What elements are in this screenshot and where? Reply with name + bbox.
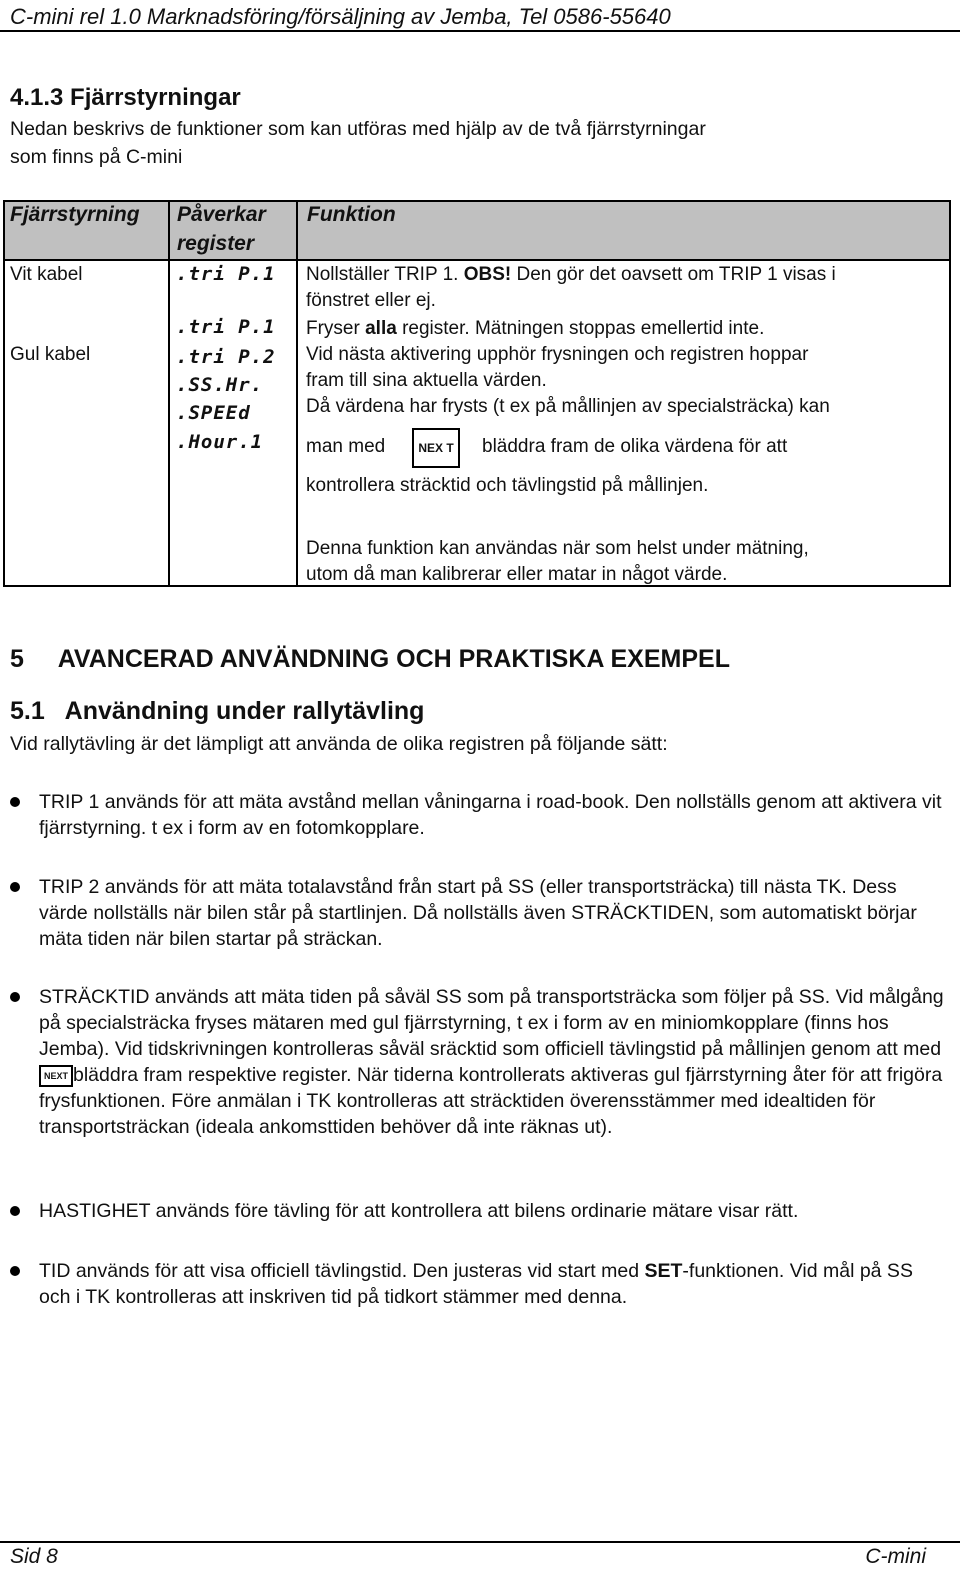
row-yellow-function-line-4: Då värdena har frysts (t ex på mållinjen av specialsträcka) kan: [306, 396, 830, 417]
row-white-remote: Vit kabel: [10, 264, 83, 285]
row-white-function-line-2: fönstret eller ej.: [306, 290, 436, 311]
next-key-icon: NEX T: [412, 428, 460, 468]
row-white-register: .tri P.1: [176, 263, 276, 285]
bullet-dot-icon: [10, 882, 20, 892]
row-yellow-remote: Gul kabel: [10, 344, 91, 365]
section-intro-line-2: som finns på C-mini: [10, 146, 183, 168]
page-number: Sid 8: [10, 1545, 58, 1568]
table-header-register-2: register: [177, 232, 255, 255]
bullet-dot-icon: [10, 797, 20, 807]
row-yellow-function-line-7: Denna funktion kan användas när som helst under mätning,: [306, 538, 809, 559]
row-yellow-function-line-2: Vid nästa aktivering upphör frysningen och registren hoppar: [306, 344, 809, 365]
table-header-remote: Fjärrstyrning: [10, 203, 140, 226]
section-5-1-intro: Vid rallytävling är det lämpligt att använda de olika registren på följande sätt:: [10, 733, 668, 755]
row-yellow-register-2: .tri P.2: [176, 346, 276, 368]
row-yellow-register-3: .SS.Hr.: [176, 374, 264, 396]
table-header-register-1: Påverkar: [177, 203, 266, 226]
next-key-icon: NEXT: [39, 1065, 73, 1087]
header-divider: [0, 30, 960, 32]
page-header: C-mini rel 1.0 Marknadsföring/försäljning av Jemba, Tel 0586-55640: [10, 4, 671, 29]
row-yellow-register-5: .Hour.1: [176, 431, 264, 453]
bullet-dot-icon: [10, 1206, 20, 1216]
section-intro-line-1: Nedan beskrivs de funktioner som kan utföras med hjälp av de två fjärrstyrningar: [10, 118, 706, 140]
row-yellow-function-line-5b: bläddra fram de olika värdena för att: [482, 436, 788, 457]
table-header-divider: [3, 259, 951, 261]
row-yellow-function-line-3: fram till sina aktuella värden.: [306, 370, 547, 391]
bullet-tid: TID används för att visa officiell tävlingstid. Den justeras vid start med SET-funktionen. Vid mål på SS och i TK kontrolleras att inskriven tid på tidkort stämmer med denna.: [39, 1260, 913, 1308]
bullet-hastighet: HASTIGHET används före tävling för att kontrollera att bilens ordinarie mätare visar rätt.: [39, 1200, 799, 1222]
row-yellow-function-line-8: utom då man kalibrerar eller matar in något värde.: [306, 564, 728, 585]
footer-divider: [0, 1541, 960, 1543]
bullet-trip2: TRIP 2 används för att mäta totalavstånd från start på SS (eller transportsträcka) till nästa TK. Dess värde nollställs när bilen står på startlinjen. Då nollställs även STRÄCKTIDEN, som automatiskt börjar mäta tiden när bilen startar på sträckan.: [39, 876, 917, 950]
footer-product-name: C-mini: [865, 1545, 926, 1568]
row-yellow-function-line-5a: man med: [306, 436, 386, 457]
row-yellow-function-line-6: kontrollera sträcktid och tävlingstid på mållinjen.: [306, 475, 709, 496]
bullet-dot-icon: [10, 1266, 20, 1276]
row-yellow-register-4: .SPEEd: [176, 402, 251, 424]
row-yellow-function-line-1: Fryser alla register. Mätningen stoppas emellertid inte.: [306, 318, 765, 339]
bullet-trip1: TRIP 1 används för att mäta avstånd mellan våningarna i road-book. Den nollställs genom att aktivera vit fjärrstyrning. t ex i form av en fotomkopplare.: [39, 791, 942, 839]
row-yellow-register-1: .tri P.1: [176, 316, 276, 338]
bullet-stracktid: STRÄCKTID används att mäta tiden på såväl SS som på transportsträcka som följer på SS. Vid målgång på specialsträcka fryses mätaren med gul fjärrstyrning, t ex i form av en miniomkopplare (finns hos Jemba). Vid tidskrivningen kontrolleras såväl sräcktid som officiell tävlingstid på mållinjen genom att med NEXT bläddra fram respektive register. När tiderna kontrollerats aktiveras gul fjärrstyrning åter för att frigöra frysfunktionen. Före anmälan i TK kontrolleras att sträcktiden överensstämmer med idealtiden för transportsträckan (ideala ankomsttiden behöver då inte räknas ut).: [39, 986, 944, 1138]
section-title-5-1: 5.1 Användning under rallytävling: [10, 697, 425, 725]
table-header-function: Funktion: [307, 203, 396, 226]
bullet-dot-icon: [10, 992, 20, 1002]
row-white-function-line-1: Nollställer TRIP 1. OBS! Den gör det oavsett om TRIP 1 visas i: [306, 264, 836, 285]
section-title-5: 5 AVANCERAD ANVÄNDNING OCH PRAKTISKA EXEMPEL: [10, 645, 730, 673]
section-title-4-1-3: 4.1.3 Fjärrstyrningar: [10, 84, 241, 111]
